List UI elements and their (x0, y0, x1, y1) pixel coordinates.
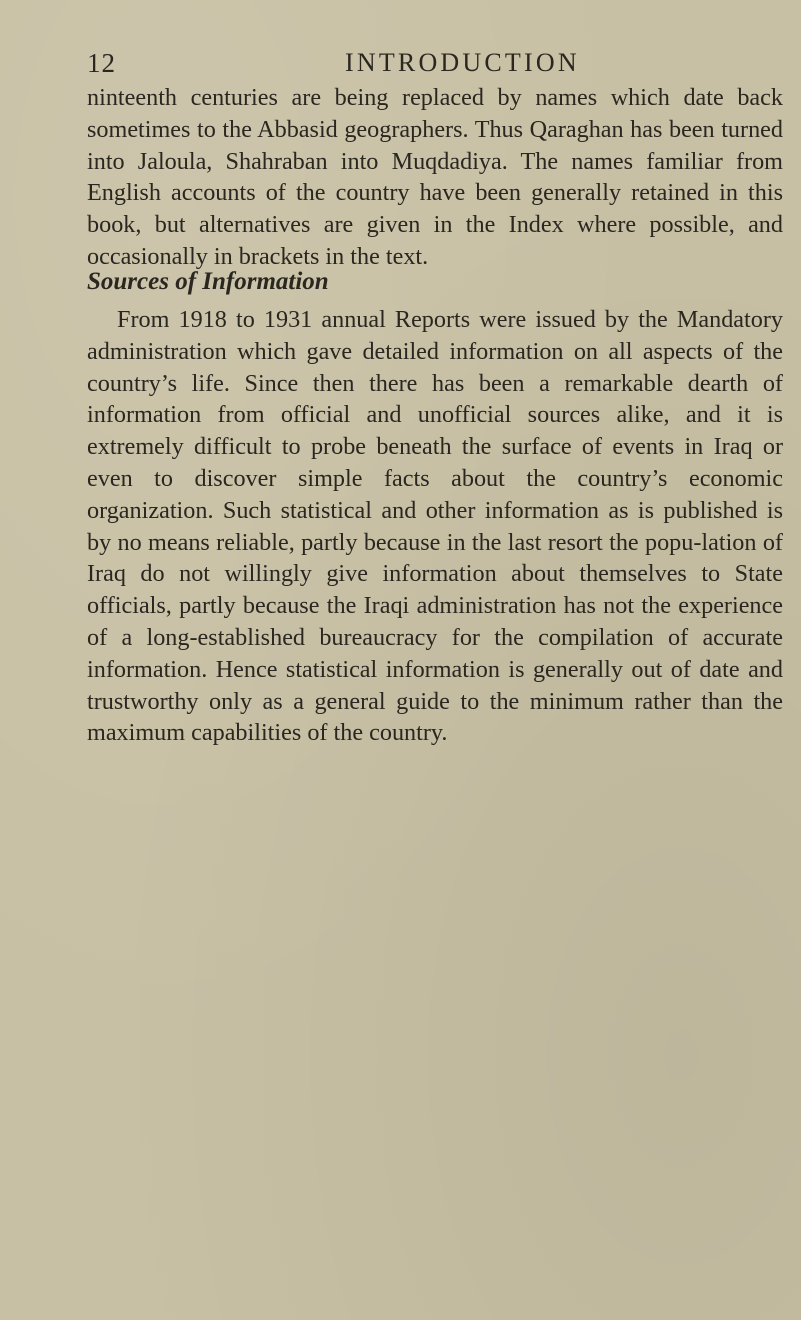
paragraph-sources: From 1918 to 1931 annual Reports were issued by the Mandatory administration which gave detailed information on all aspects of the country’s life. Since then there has been a remarkable dearth of information from official and unofficial sources alike, and it is extremely difficult to probe beneath the surface of events in Iraq or even to discover simple facts about the country’s economic organization. Such statistical and other information as is published is by no means reliable, partly because in the last resort the popu-lation of Iraq do not willingly give information about themselves to State officials, partly because the Iraqi administration has not the experience of a long-established bureaucracy for the compilation of accurate information. Hence statistical information is generally out of date and trustworthy only as a general guide to the minimum rather than the maximum capabilities of the country. (87, 306, 783, 747)
section-heading: Sources of Information (87, 268, 329, 295)
page-number: 12 (87, 48, 116, 78)
running-title: INTRODUCTION (345, 48, 580, 77)
paragraph-continued: ninteenth centuries are being replaced by names which date back sometimes to the Abbasid geographers. Thus Qaraghan has been turned into Jaloula, Shahraban into Muqdadiya. The names familiar from English accounts of the country have been generally retained in this book, but alternatives are given in the Index where possible, and occasionally in brackets in the text. (87, 84, 783, 270)
